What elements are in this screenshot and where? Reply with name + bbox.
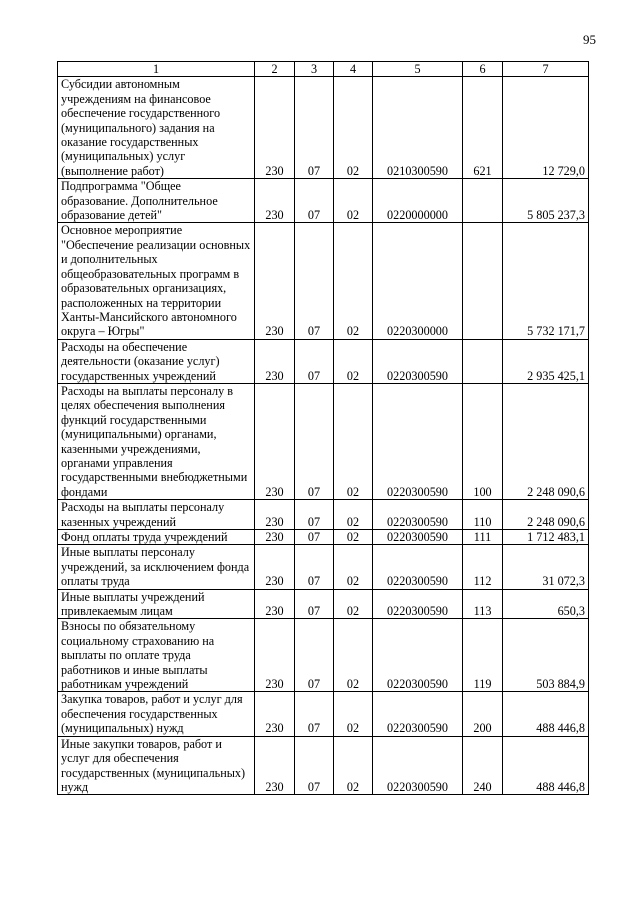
header-cell: 1 bbox=[58, 62, 255, 77]
row-section-cell: 07 bbox=[295, 545, 334, 589]
row-name-cell: Взносы по обязательному социальному страхованию на выплаты по оплате труда работников и иные выплаты работникам учреждений bbox=[58, 619, 255, 692]
row-amount-cell: 488 446,8 bbox=[503, 736, 589, 795]
row-section-cell: 07 bbox=[295, 530, 334, 545]
row-expense-type-cell bbox=[463, 179, 503, 223]
row-target-article-cell: 0220300590 bbox=[373, 619, 463, 692]
table-row bbox=[58, 619, 589, 692]
row-expense-type-cell: 621 bbox=[463, 77, 503, 179]
row-section-cell: 07 bbox=[295, 589, 334, 619]
row-grbs-cell: 230 bbox=[255, 500, 295, 530]
row-section-cell: 07 bbox=[295, 77, 334, 179]
row-subsection-cell: 02 bbox=[334, 500, 373, 530]
table-row bbox=[58, 77, 589, 179]
row-expense-type-cell: 112 bbox=[463, 545, 503, 589]
row-target-article-cell: 0220300000 bbox=[373, 223, 463, 339]
row-subsection-cell: 02 bbox=[334, 77, 373, 179]
row-target-article-cell: 0220300590 bbox=[373, 736, 463, 795]
row-subsection-cell: 02 bbox=[334, 530, 373, 545]
row-amount-cell: 1 712 483,1 bbox=[503, 530, 589, 545]
row-name-cell: Подпрограмма "Общее образование. Дополнительное образование детей" bbox=[58, 179, 255, 223]
row-name-cell: Основное мероприятие "Обеспечение реализации основных и дополнительных общеобразовательных программ в образовательных организациях, расположенных на территории Ханты-Мансийского автономного округа – Югры" bbox=[58, 223, 255, 339]
row-amount-cell: 2 248 090,6 bbox=[503, 383, 589, 499]
row-amount-cell: 488 446,8 bbox=[503, 692, 589, 736]
table-row bbox=[58, 736, 589, 795]
header-cell: 6 bbox=[463, 62, 503, 77]
row-grbs-cell: 230 bbox=[255, 339, 295, 383]
row-amount-cell: 650,3 bbox=[503, 589, 589, 619]
row-target-article-cell: 0220300590 bbox=[373, 383, 463, 499]
row-grbs-cell: 230 bbox=[255, 545, 295, 589]
row-name-cell: Закупка товаров, работ и услуг для обеспечения государственных (муниципальных) нужд bbox=[58, 692, 255, 736]
table-row bbox=[58, 339, 589, 383]
row-grbs-cell: 230 bbox=[255, 589, 295, 619]
row-name-cell: Субсидии автономным учреждениям на финансовое обеспечение государственного (муниципального) задания на оказание государственных (муниципальных) услуг (выполнение работ) bbox=[58, 77, 255, 179]
row-subsection-cell: 02 bbox=[334, 736, 373, 795]
row-expense-type-cell: 100 bbox=[463, 383, 503, 499]
row-grbs-cell: 230 bbox=[255, 692, 295, 736]
row-section-cell: 07 bbox=[295, 383, 334, 499]
budget-table bbox=[57, 61, 589, 795]
header-row bbox=[58, 62, 589, 77]
table-row bbox=[58, 692, 589, 736]
row-target-article-cell: 0220300590 bbox=[373, 589, 463, 619]
header-cell: 7 bbox=[503, 62, 589, 77]
row-amount-cell: 2 248 090,6 bbox=[503, 500, 589, 530]
row-expense-type-cell: 240 bbox=[463, 736, 503, 795]
row-expense-type-cell: 111 bbox=[463, 530, 503, 545]
row-target-article-cell: 0210300590 bbox=[373, 77, 463, 179]
row-target-article-cell: 0220300590 bbox=[373, 339, 463, 383]
row-grbs-cell: 230 bbox=[255, 223, 295, 339]
row-section-cell: 07 bbox=[295, 619, 334, 692]
row-name-cell: Расходы на выплаты персоналу в целях обеспечения выполнения функций государственными (муниципальными) органами, казенными учреждениями, органами управления государственными внебюджетными фондами bbox=[58, 383, 255, 499]
row-amount-cell: 503 884,9 bbox=[503, 619, 589, 692]
row-expense-type-cell: 200 bbox=[463, 692, 503, 736]
row-expense-type-cell bbox=[463, 339, 503, 383]
table-row bbox=[58, 530, 589, 545]
row-subsection-cell: 02 bbox=[334, 589, 373, 619]
row-name-cell: Расходы на обеспечение деятельности (оказание услуг) государственных учреждений bbox=[58, 339, 255, 383]
table-row bbox=[58, 223, 589, 339]
row-subsection-cell: 02 bbox=[334, 545, 373, 589]
row-target-article-cell: 0220300590 bbox=[373, 530, 463, 545]
header-cell: 4 bbox=[334, 62, 373, 77]
row-section-cell: 07 bbox=[295, 179, 334, 223]
table-row bbox=[58, 383, 589, 499]
row-amount-cell: 2 935 425,1 bbox=[503, 339, 589, 383]
row-grbs-cell: 230 bbox=[255, 179, 295, 223]
header-cell: 2 bbox=[255, 62, 295, 77]
header-cell: 5 bbox=[373, 62, 463, 77]
table-row bbox=[58, 545, 589, 589]
row-amount-cell: 5 805 237,3 bbox=[503, 179, 589, 223]
row-amount-cell: 31 072,3 bbox=[503, 545, 589, 589]
row-subsection-cell: 02 bbox=[334, 223, 373, 339]
table-row bbox=[58, 589, 589, 619]
row-section-cell: 07 bbox=[295, 500, 334, 530]
row-subsection-cell: 02 bbox=[334, 692, 373, 736]
row-name-cell: Иные выплаты учреждений привлекаемым лицам bbox=[58, 589, 255, 619]
row-grbs-cell: 230 bbox=[255, 383, 295, 499]
row-subsection-cell: 02 bbox=[334, 383, 373, 499]
row-name-cell: Фонд оплаты труда учреждений bbox=[58, 530, 255, 545]
row-amount-cell: 12 729,0 bbox=[503, 77, 589, 179]
row-section-cell: 07 bbox=[295, 692, 334, 736]
table-body bbox=[58, 77, 589, 795]
row-section-cell: 07 bbox=[295, 223, 334, 339]
row-expense-type-cell: 113 bbox=[463, 589, 503, 619]
row-name-cell: Иные выплаты персоналу учреждений, за исключением фонда оплаты труда bbox=[58, 545, 255, 589]
page-number: 95 bbox=[583, 32, 596, 47]
row-grbs-cell: 230 bbox=[255, 736, 295, 795]
row-amount-cell: 5 732 171,7 bbox=[503, 223, 589, 339]
table-row bbox=[58, 179, 589, 223]
row-target-article-cell: 0220300590 bbox=[373, 692, 463, 736]
row-expense-type-cell bbox=[463, 223, 503, 339]
row-subsection-cell: 02 bbox=[334, 339, 373, 383]
table-row bbox=[58, 500, 589, 530]
row-subsection-cell: 02 bbox=[334, 179, 373, 223]
row-subsection-cell: 02 bbox=[334, 619, 373, 692]
row-expense-type-cell: 110 bbox=[463, 500, 503, 530]
row-name-cell: Иные закупки товаров, работ и услуг для обеспечения государственных (муниципальных) нужд bbox=[58, 736, 255, 795]
row-section-cell: 07 bbox=[295, 339, 334, 383]
row-grbs-cell: 230 bbox=[255, 77, 295, 179]
row-section-cell: 07 bbox=[295, 736, 334, 795]
row-expense-type-cell: 119 bbox=[463, 619, 503, 692]
row-target-article-cell: 0220300590 bbox=[373, 545, 463, 589]
row-grbs-cell: 230 bbox=[255, 530, 295, 545]
row-target-article-cell: 0220300590 bbox=[373, 500, 463, 530]
row-name-cell: Расходы на выплаты персоналу казенных учреждений bbox=[58, 500, 255, 530]
header-cell: 3 bbox=[295, 62, 334, 77]
row-target-article-cell: 0220000000 bbox=[373, 179, 463, 223]
row-grbs-cell: 230 bbox=[255, 619, 295, 692]
